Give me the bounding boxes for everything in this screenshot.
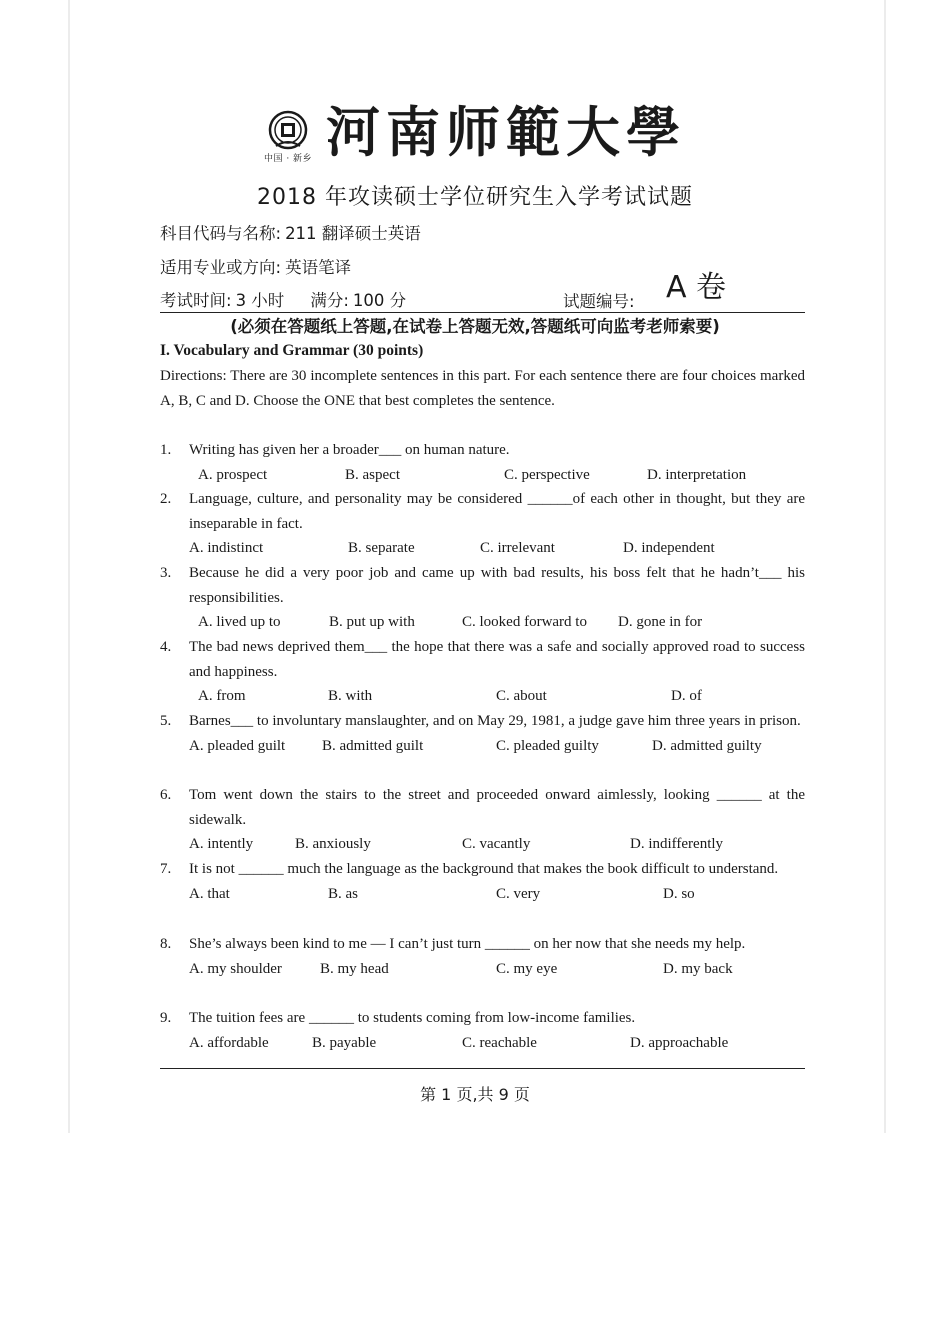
option-b: B. with [328, 688, 373, 704]
option-row [160, 684, 805, 709]
option-b: B. admitted guilt [322, 737, 424, 754]
option-b: B. as [328, 885, 358, 902]
question-4 [160, 635, 805, 709]
directions: Directions: There are 30 incomplete sentences in this part. For each sentence there are four choices marked A, B, C and D. Choose the ONE that best completes the sentence. [160, 368, 805, 409]
score-value: 100 分 [352, 291, 407, 310]
question-text: Because he did a very poor job and came up with bad results, his boss felt that he hadn’t___ his responsibilities. [189, 565, 805, 606]
scan-edge-right [884, 0, 886, 1133]
option-row [160, 882, 805, 907]
option-b: B. aspect [345, 466, 400, 483]
question-number: 9. [160, 1010, 172, 1026]
option-row [160, 734, 805, 759]
emblem-caption: 中国 · 新乡 [263, 154, 313, 164]
question-text: Language, culture, and personality may be considered ______of each other in thought, but they are inseparable in fact. [189, 491, 805, 532]
subject-label: 科目代码与名称: [160, 224, 282, 243]
option-c: C. irrelevant [480, 540, 555, 556]
option-row [160, 536, 805, 561]
paper-version: A 卷 [666, 270, 727, 305]
question-9 [160, 1006, 805, 1055]
option-row [160, 1031, 805, 1056]
question-text: Tom went down the stairs to the street and proceeded onward aimlessly, looking ______ at the sidewalk. [189, 787, 805, 828]
option-c: C. very [496, 885, 541, 902]
question-7 [160, 857, 805, 906]
question-6 [160, 783, 805, 857]
question-1 [160, 438, 805, 487]
major-label: 适用专业或方向: [160, 258, 282, 277]
question-5 [160, 709, 805, 758]
option-c: C. looked forward to [462, 614, 587, 630]
question-number: 4. [160, 639, 172, 655]
question-number: 8. [160, 936, 172, 952]
score-label: 满分: [310, 291, 349, 310]
subject-value: 211 翻译硕士英语 [285, 224, 421, 243]
option-c: C. vacantly [462, 836, 531, 852]
exam-title: 2018 年攻读硕士学位研究生入学考试试题 [257, 185, 693, 210]
option-b: B. separate [348, 540, 415, 556]
question-text: She’s always been kind to me — I can’t just turn ______ on her now that she needs my help. [189, 936, 746, 952]
option-d: D. of [671, 688, 702, 704]
option-c: C. my eye [496, 960, 558, 977]
option-row [160, 832, 805, 857]
option-a: A. indistinct [189, 540, 264, 556]
question-text: The bad news deprived them___ the hope that there was a safe and socially approved road to success and happiness. [189, 639, 805, 680]
option-a: A. from [198, 688, 246, 704]
question-3 [160, 561, 805, 635]
question-number: 1. [160, 442, 172, 458]
option-c: C. reachable [462, 1034, 537, 1051]
option-row [160, 957, 805, 982]
option-b: B. payable [312, 1034, 377, 1051]
major-value: 英语笔译 [285, 258, 352, 277]
option-row [160, 610, 805, 635]
university-header [0, 100, 950, 164]
option-b: B. anxiously [295, 836, 371, 852]
option-d: D. gone in for [618, 614, 703, 630]
question-number: 7. [160, 861, 172, 877]
option-b: B. put up with [329, 614, 415, 630]
option-c: C. about [496, 688, 547, 704]
option-a: A. intently [189, 836, 254, 852]
option-c: C. perspective [504, 466, 590, 483]
option-d: D. interpretation [647, 466, 747, 483]
time-label: 考试时间: [160, 291, 232, 310]
major-line [160, 254, 351, 278]
university-emblem-icon [268, 110, 308, 150]
page-number: 第 1 页,共 9 页 [420, 1085, 530, 1104]
question-text: Writing has given her a broader___ on human nature. [189, 442, 510, 458]
scan-edge-left [68, 0, 70, 1133]
option-d: D. approachable [630, 1034, 729, 1051]
question-text: It is not ______ much the language as the background that makes the book difficult to understand. [189, 861, 779, 877]
university-brand [264, 100, 686, 164]
option-d: D. independent [623, 540, 715, 556]
question-text: The tuition fees are ______ to students coming from low-income families. [189, 1010, 636, 1026]
option-a: A. pleaded guilt [189, 737, 286, 754]
footer-rule [160, 1068, 805, 1069]
time-score-line [160, 287, 406, 311]
question-number: 5. [160, 713, 172, 729]
option-d: D. indifferently [630, 836, 724, 852]
question-text: Barnes___ to involuntary manslaughter, and on May 29, 1981, a judge gave him three years in prison. [189, 713, 801, 729]
option-a: A. that [189, 885, 230, 902]
question-number: 6. [160, 787, 172, 803]
question-number: 2. [160, 491, 172, 507]
option-d: D. admitted guilty [652, 737, 762, 754]
subject-line [160, 220, 421, 244]
option-c: C. pleaded guilty [496, 737, 599, 754]
question-2 [160, 487, 805, 561]
option-d: D. so [663, 885, 695, 902]
test-number-label: 试题编号: [563, 292, 635, 311]
option-b: B. my head [320, 960, 389, 977]
option-a: A. prospect [198, 466, 268, 483]
option-a: A. affordable [189, 1034, 269, 1051]
question-number: 3. [160, 565, 172, 581]
option-row [160, 463, 805, 488]
question-8 [160, 932, 805, 981]
university-name: 河南师範大學 [326, 100, 687, 164]
time-value: 3 小时 [235, 291, 285, 310]
answer-sheet-notice: (必须在答题纸上答题,在试卷上答题无效,答题纸可向监考老师索要) [230, 317, 720, 336]
option-d: D. my back [663, 960, 733, 977]
emblem [264, 110, 312, 164]
option-a: A. lived up to [198, 614, 281, 630]
option-a: A. my shoulder [189, 960, 282, 977]
section-title: I. Vocabulary and Grammar (30 points) [160, 342, 424, 359]
